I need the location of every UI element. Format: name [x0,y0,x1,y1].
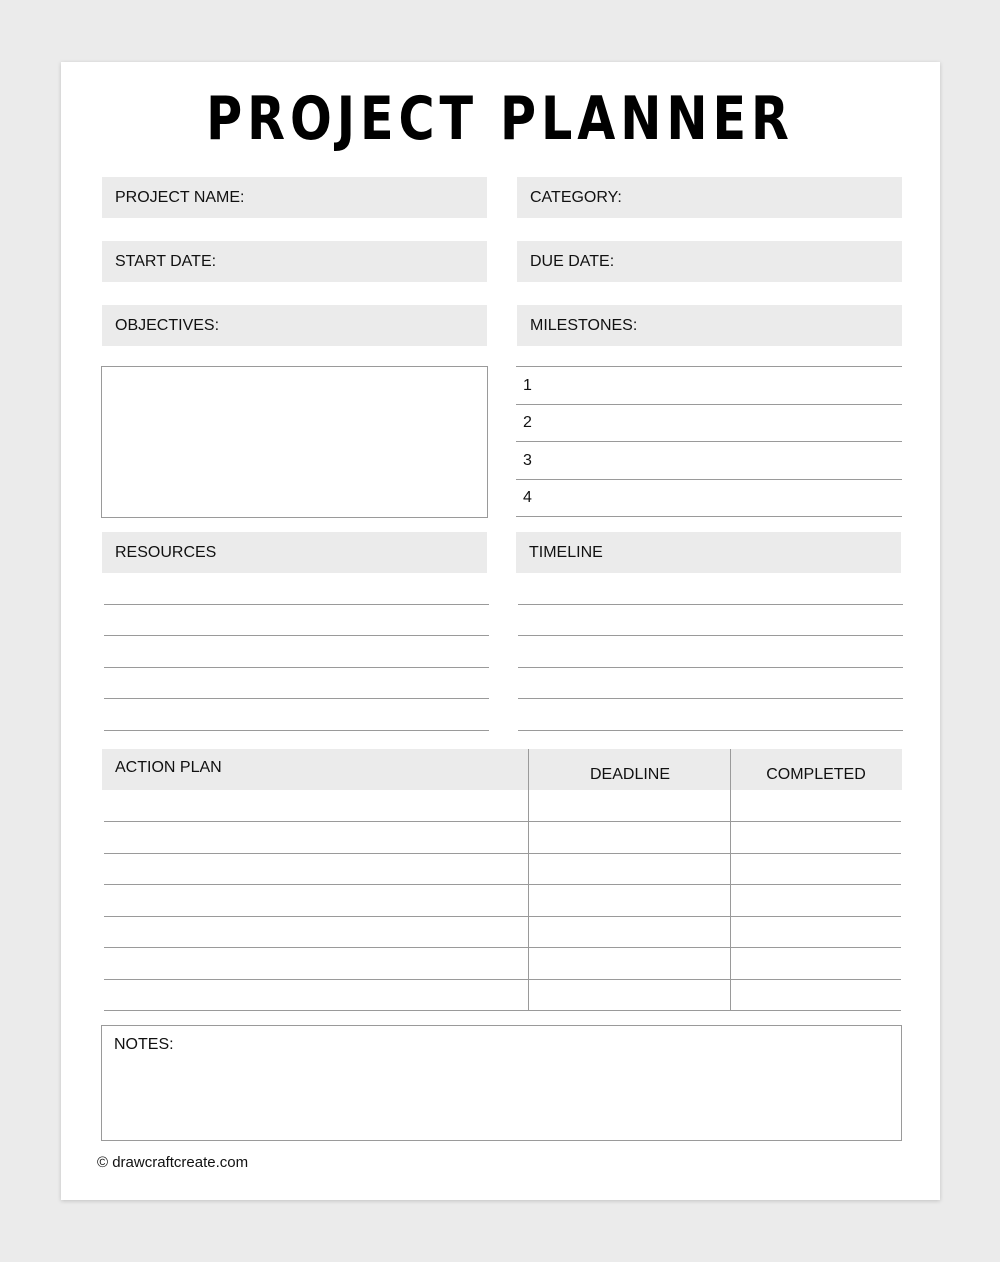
timeline-rule [518,698,903,699]
resources-header: RESOURCES [102,532,487,573]
timeline-rule [518,730,903,731]
action-plan-row-rule [104,979,901,980]
milestone-number: 3 [523,452,532,469]
start-date-field: START DATE: [102,241,487,282]
completed-column-header: COMPLETED [766,766,866,783]
milestone-rule [516,516,902,517]
due-date-field: DUE DATE: [517,241,902,282]
resources-rule [104,698,489,699]
action-plan-row-rule [104,1010,901,1011]
milestone-rule [516,479,902,480]
action-plan-header: ACTION PLAN [102,749,902,790]
milestone-rule [516,441,902,442]
action-plan-row-rule [104,947,901,948]
timeline-header: TIMELINE [516,532,901,573]
action-plan-row-rule [104,821,901,822]
action-plan-row-rule [104,916,901,917]
milestone-number: 1 [523,377,532,394]
copyright-footer: © drawcraftcreate.com [97,1154,249,1171]
resources-rule [104,604,489,605]
timeline-rule [518,667,903,668]
action-plan-row-rule [104,884,901,885]
action-plan-row-rule [104,853,901,854]
milestone-rule [516,366,902,367]
milestone-rule [516,404,902,405]
milestones-field: MILESTONES: [517,305,902,346]
notes-box [101,1025,902,1141]
objectives-box [101,366,488,518]
project-name-field: PROJECT NAME: [102,177,487,218]
deadline-column-header: DEADLINE [589,766,671,783]
notes-label: NOTES: [114,1036,174,1053]
milestone-number: 2 [523,414,532,431]
resources-rule [104,635,489,636]
resources-rule [104,730,489,731]
objectives-field: OBJECTIVES: [102,305,487,346]
category-field: CATEGORY: [517,177,902,218]
resources-rule [104,667,489,668]
timeline-rule [518,604,903,605]
milestone-number: 4 [523,489,532,506]
table-column-divider [528,749,529,1011]
timeline-rule [518,635,903,636]
page-title: PROJECT PLANNER [206,84,794,154]
table-column-divider [730,749,731,1011]
